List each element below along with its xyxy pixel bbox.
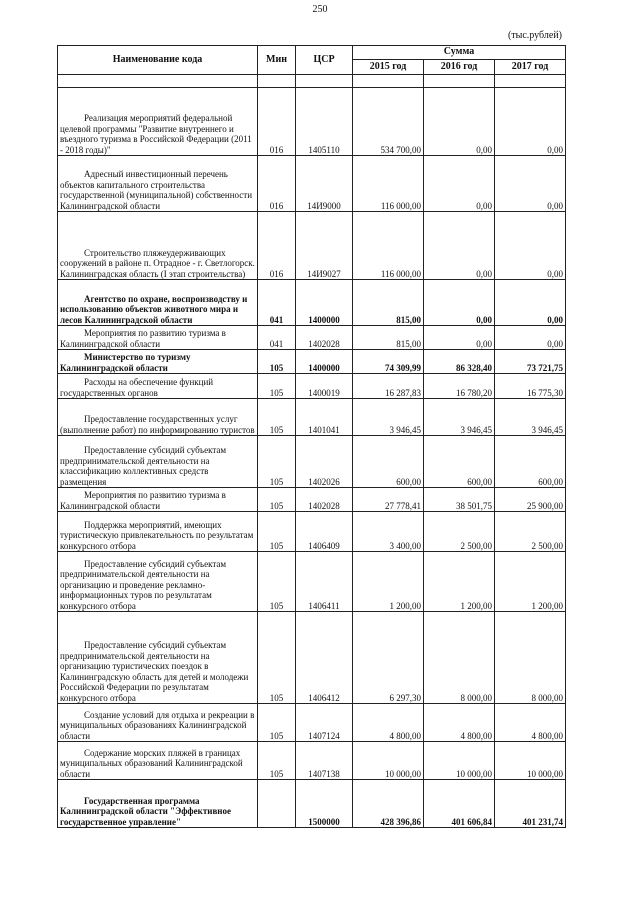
table-row bbox=[58, 374, 566, 399]
row-2015-cell: 428 396,86 bbox=[353, 780, 424, 828]
row-min-cell: 016 bbox=[258, 156, 296, 212]
row-2016-cell: 0,00 bbox=[424, 88, 495, 156]
row-min-cell: 105 bbox=[258, 512, 296, 552]
table-row bbox=[58, 704, 566, 742]
row-csr-cell: 1400000 bbox=[296, 350, 353, 374]
row-csr-cell: 1406411 bbox=[296, 552, 353, 612]
row-csr-cell: 14И9000 bbox=[296, 156, 353, 212]
table-row bbox=[58, 326, 566, 350]
row-2017-cell: 0,00 bbox=[495, 88, 566, 156]
row-2017-cell: 0,00 bbox=[495, 326, 566, 350]
table-row bbox=[58, 512, 566, 552]
row-2016-cell: 2 500,00 bbox=[424, 512, 495, 552]
table-row bbox=[58, 280, 566, 326]
table-row bbox=[58, 742, 566, 780]
row-2015-cell: 815,00 bbox=[353, 326, 424, 350]
row-2015-cell: 16 287,83 bbox=[353, 374, 424, 399]
table-row bbox=[58, 399, 566, 436]
row-csr-cell: 1401041 bbox=[296, 399, 353, 436]
row-2016-cell: 8 000,00 bbox=[424, 612, 495, 704]
row-2015-cell: 1 200,00 bbox=[353, 552, 424, 612]
row-2016-cell: 0,00 bbox=[424, 212, 495, 280]
row-2015-cell: 3 946,45 bbox=[353, 399, 424, 436]
row-2017-cell: 4 800,00 bbox=[495, 704, 566, 742]
row-csr-cell: 14И9027 bbox=[296, 212, 353, 280]
row-2016-cell: 401 606,84 bbox=[424, 780, 495, 828]
row-name-cell: Предоставление государственных услуг (выполнение работ) по информированию туристов bbox=[58, 399, 258, 436]
row-name-cell: Мероприятия по развитию туризма в Калининградской области bbox=[58, 326, 258, 350]
row-2016-cell: 0,00 bbox=[424, 156, 495, 212]
budget-table bbox=[57, 45, 566, 828]
row-2015-cell: 534 700,00 bbox=[353, 88, 424, 156]
row-2017-cell: 8 000,00 bbox=[495, 612, 566, 704]
row-name-cell: Поддержка мероприятий, имеющих туристическую привлекательность по результатам конкурсного отбора bbox=[58, 512, 258, 552]
header-sum: Сумма bbox=[353, 46, 566, 60]
header-csr: ЦСР bbox=[296, 46, 353, 75]
row-min-cell: 105 bbox=[258, 436, 296, 488]
row-csr-cell: 1406412 bbox=[296, 612, 353, 704]
row-csr-cell: 1407138 bbox=[296, 742, 353, 780]
row-2017-cell: 2 500,00 bbox=[495, 512, 566, 552]
row-2016-cell: 600,00 bbox=[424, 436, 495, 488]
row-min-cell: 016 bbox=[258, 212, 296, 280]
row-2016-cell: 0,00 bbox=[424, 280, 495, 326]
row-min-cell bbox=[258, 780, 296, 828]
row-2015-cell: 116 000,00 bbox=[353, 212, 424, 280]
row-2017-cell: 401 231,74 bbox=[495, 780, 566, 828]
row-2017-cell: 10 000,00 bbox=[495, 742, 566, 780]
row-min-cell: 105 bbox=[258, 350, 296, 374]
row-2016-cell: 10 000,00 bbox=[424, 742, 495, 780]
row-2015-cell: 116 000,00 bbox=[353, 156, 424, 212]
row-min-cell: 105 bbox=[258, 704, 296, 742]
row-name-cell: Адресный инвестиционный перечень объектов капитального строительства государственной (муниципальной) собственности Калининградской области bbox=[58, 156, 258, 212]
row-min-cell: 041 bbox=[258, 280, 296, 326]
row-min-cell: 105 bbox=[258, 488, 296, 512]
row-2016-cell: 86 328,40 bbox=[424, 350, 495, 374]
row-2017-cell: 16 775,30 bbox=[495, 374, 566, 399]
row-name-cell: Мероприятия по развитию туризма в Калининградской области bbox=[58, 488, 258, 512]
row-csr-cell: 1400019 bbox=[296, 374, 353, 399]
row-min-cell: 016 bbox=[258, 88, 296, 156]
row-2016-cell: 16 780,20 bbox=[424, 374, 495, 399]
table-row bbox=[58, 612, 566, 704]
header-spacer-row bbox=[58, 75, 566, 88]
row-2017-cell: 600,00 bbox=[495, 436, 566, 488]
row-2015-cell: 6 297,30 bbox=[353, 612, 424, 704]
header-min: Мин bbox=[258, 46, 296, 75]
row-2015-cell: 74 309,99 bbox=[353, 350, 424, 374]
row-min-cell: 105 bbox=[258, 552, 296, 612]
header-2017: 2017 год bbox=[495, 60, 566, 75]
row-csr-cell: 1402028 bbox=[296, 488, 353, 512]
row-2015-cell: 815,00 bbox=[353, 280, 424, 326]
row-csr-cell: 1406409 bbox=[296, 512, 353, 552]
row-min-cell: 041 bbox=[258, 326, 296, 350]
header-2015: 2015 год bbox=[353, 60, 424, 75]
row-csr-cell: 1400000 bbox=[296, 280, 353, 326]
table-row bbox=[58, 436, 566, 488]
table-row bbox=[58, 780, 566, 828]
row-name-cell: Расходы на обеспечение функций государственных органов bbox=[58, 374, 258, 399]
table-row bbox=[58, 552, 566, 612]
row-2017-cell: 1 200,00 bbox=[495, 552, 566, 612]
table-row bbox=[58, 156, 566, 212]
row-2015-cell: 600,00 bbox=[353, 436, 424, 488]
row-min-cell: 105 bbox=[258, 612, 296, 704]
row-csr-cell: 1402026 bbox=[296, 436, 353, 488]
row-2015-cell: 10 000,00 bbox=[353, 742, 424, 780]
row-2015-cell: 3 400,00 bbox=[353, 512, 424, 552]
row-2017-cell: 0,00 bbox=[495, 156, 566, 212]
row-csr-cell: 1407124 bbox=[296, 704, 353, 742]
row-csr-cell: 1402028 bbox=[296, 326, 353, 350]
page-number: 250 bbox=[312, 4, 328, 15]
table-body bbox=[58, 88, 566, 828]
units-label: (тыс.рублей) bbox=[507, 30, 562, 41]
row-min-cell: 105 bbox=[258, 399, 296, 436]
row-min-cell: 105 bbox=[258, 742, 296, 780]
row-name-cell: Реализация мероприятий федеральной целевой программы "Развитие внутреннего и въездного туризма в Российской Федерации (2011 - 2018 годы)" bbox=[58, 88, 258, 156]
row-min-cell: 105 bbox=[258, 374, 296, 399]
row-2017-cell: 3 946,45 bbox=[495, 399, 566, 436]
header-name: Наименование кода bbox=[58, 46, 258, 75]
row-name-cell: Строительство пляжеудерживающих сооружений в районе п. Отрадное - г. Светлогорск. Калининградская область (I этап строительства) bbox=[58, 212, 258, 280]
row-2015-cell: 27 778,41 bbox=[353, 488, 424, 512]
row-name-cell: Предоставление субсидий субъектам предпринимательской деятельности на организацию и проведение рекламно-информационных туров по результатам конкурсного отбора bbox=[58, 552, 258, 612]
row-name-cell: Содержание морских пляжей в границах муниципальных образований Калининградской области bbox=[58, 742, 258, 780]
row-name-cell: Создание условий для отдыха и рекреации в муниципальных образованиях Калининградской области bbox=[58, 704, 258, 742]
row-2016-cell: 3 946,45 bbox=[424, 399, 495, 436]
row-2015-cell: 4 800,00 bbox=[353, 704, 424, 742]
row-2016-cell: 4 800,00 bbox=[424, 704, 495, 742]
row-csr-cell: 1500000 bbox=[296, 780, 353, 828]
row-2016-cell: 1 200,00 bbox=[424, 552, 495, 612]
row-name-cell: Агентство по охране, воспроизводству и использованию объектов животного мира и лесов Калининградской области bbox=[58, 280, 258, 326]
row-2017-cell: 0,00 bbox=[495, 280, 566, 326]
row-2017-cell: 73 721,75 bbox=[495, 350, 566, 374]
table-row bbox=[58, 212, 566, 280]
row-name-cell: Министерство по туризму Калининградской области bbox=[58, 350, 258, 374]
row-2016-cell: 38 501,75 bbox=[424, 488, 495, 512]
row-2016-cell: 0,00 bbox=[424, 326, 495, 350]
table-row bbox=[58, 488, 566, 512]
header-2016: 2016 год bbox=[424, 60, 495, 75]
row-2017-cell: 25 900,00 bbox=[495, 488, 566, 512]
row-name-cell: Государственная программа Калининградской области "Эффективное государственное управление" bbox=[58, 780, 258, 828]
row-name-cell: Предоставление субсидий субъектам предпринимательской деятельности на классификацию коллективных средств размещения bbox=[58, 436, 258, 488]
table-row bbox=[58, 350, 566, 374]
row-2017-cell: 0,00 bbox=[495, 212, 566, 280]
row-name-cell: Предоставление субсидий субъектам предпринимательской деятельности на организацию туристических поездок в Калининградскую область для детей и молодежи Российской Федерации по результатам конкурсного отбора bbox=[58, 612, 258, 704]
table-row bbox=[58, 88, 566, 156]
row-csr-cell: 1405110 bbox=[296, 88, 353, 156]
